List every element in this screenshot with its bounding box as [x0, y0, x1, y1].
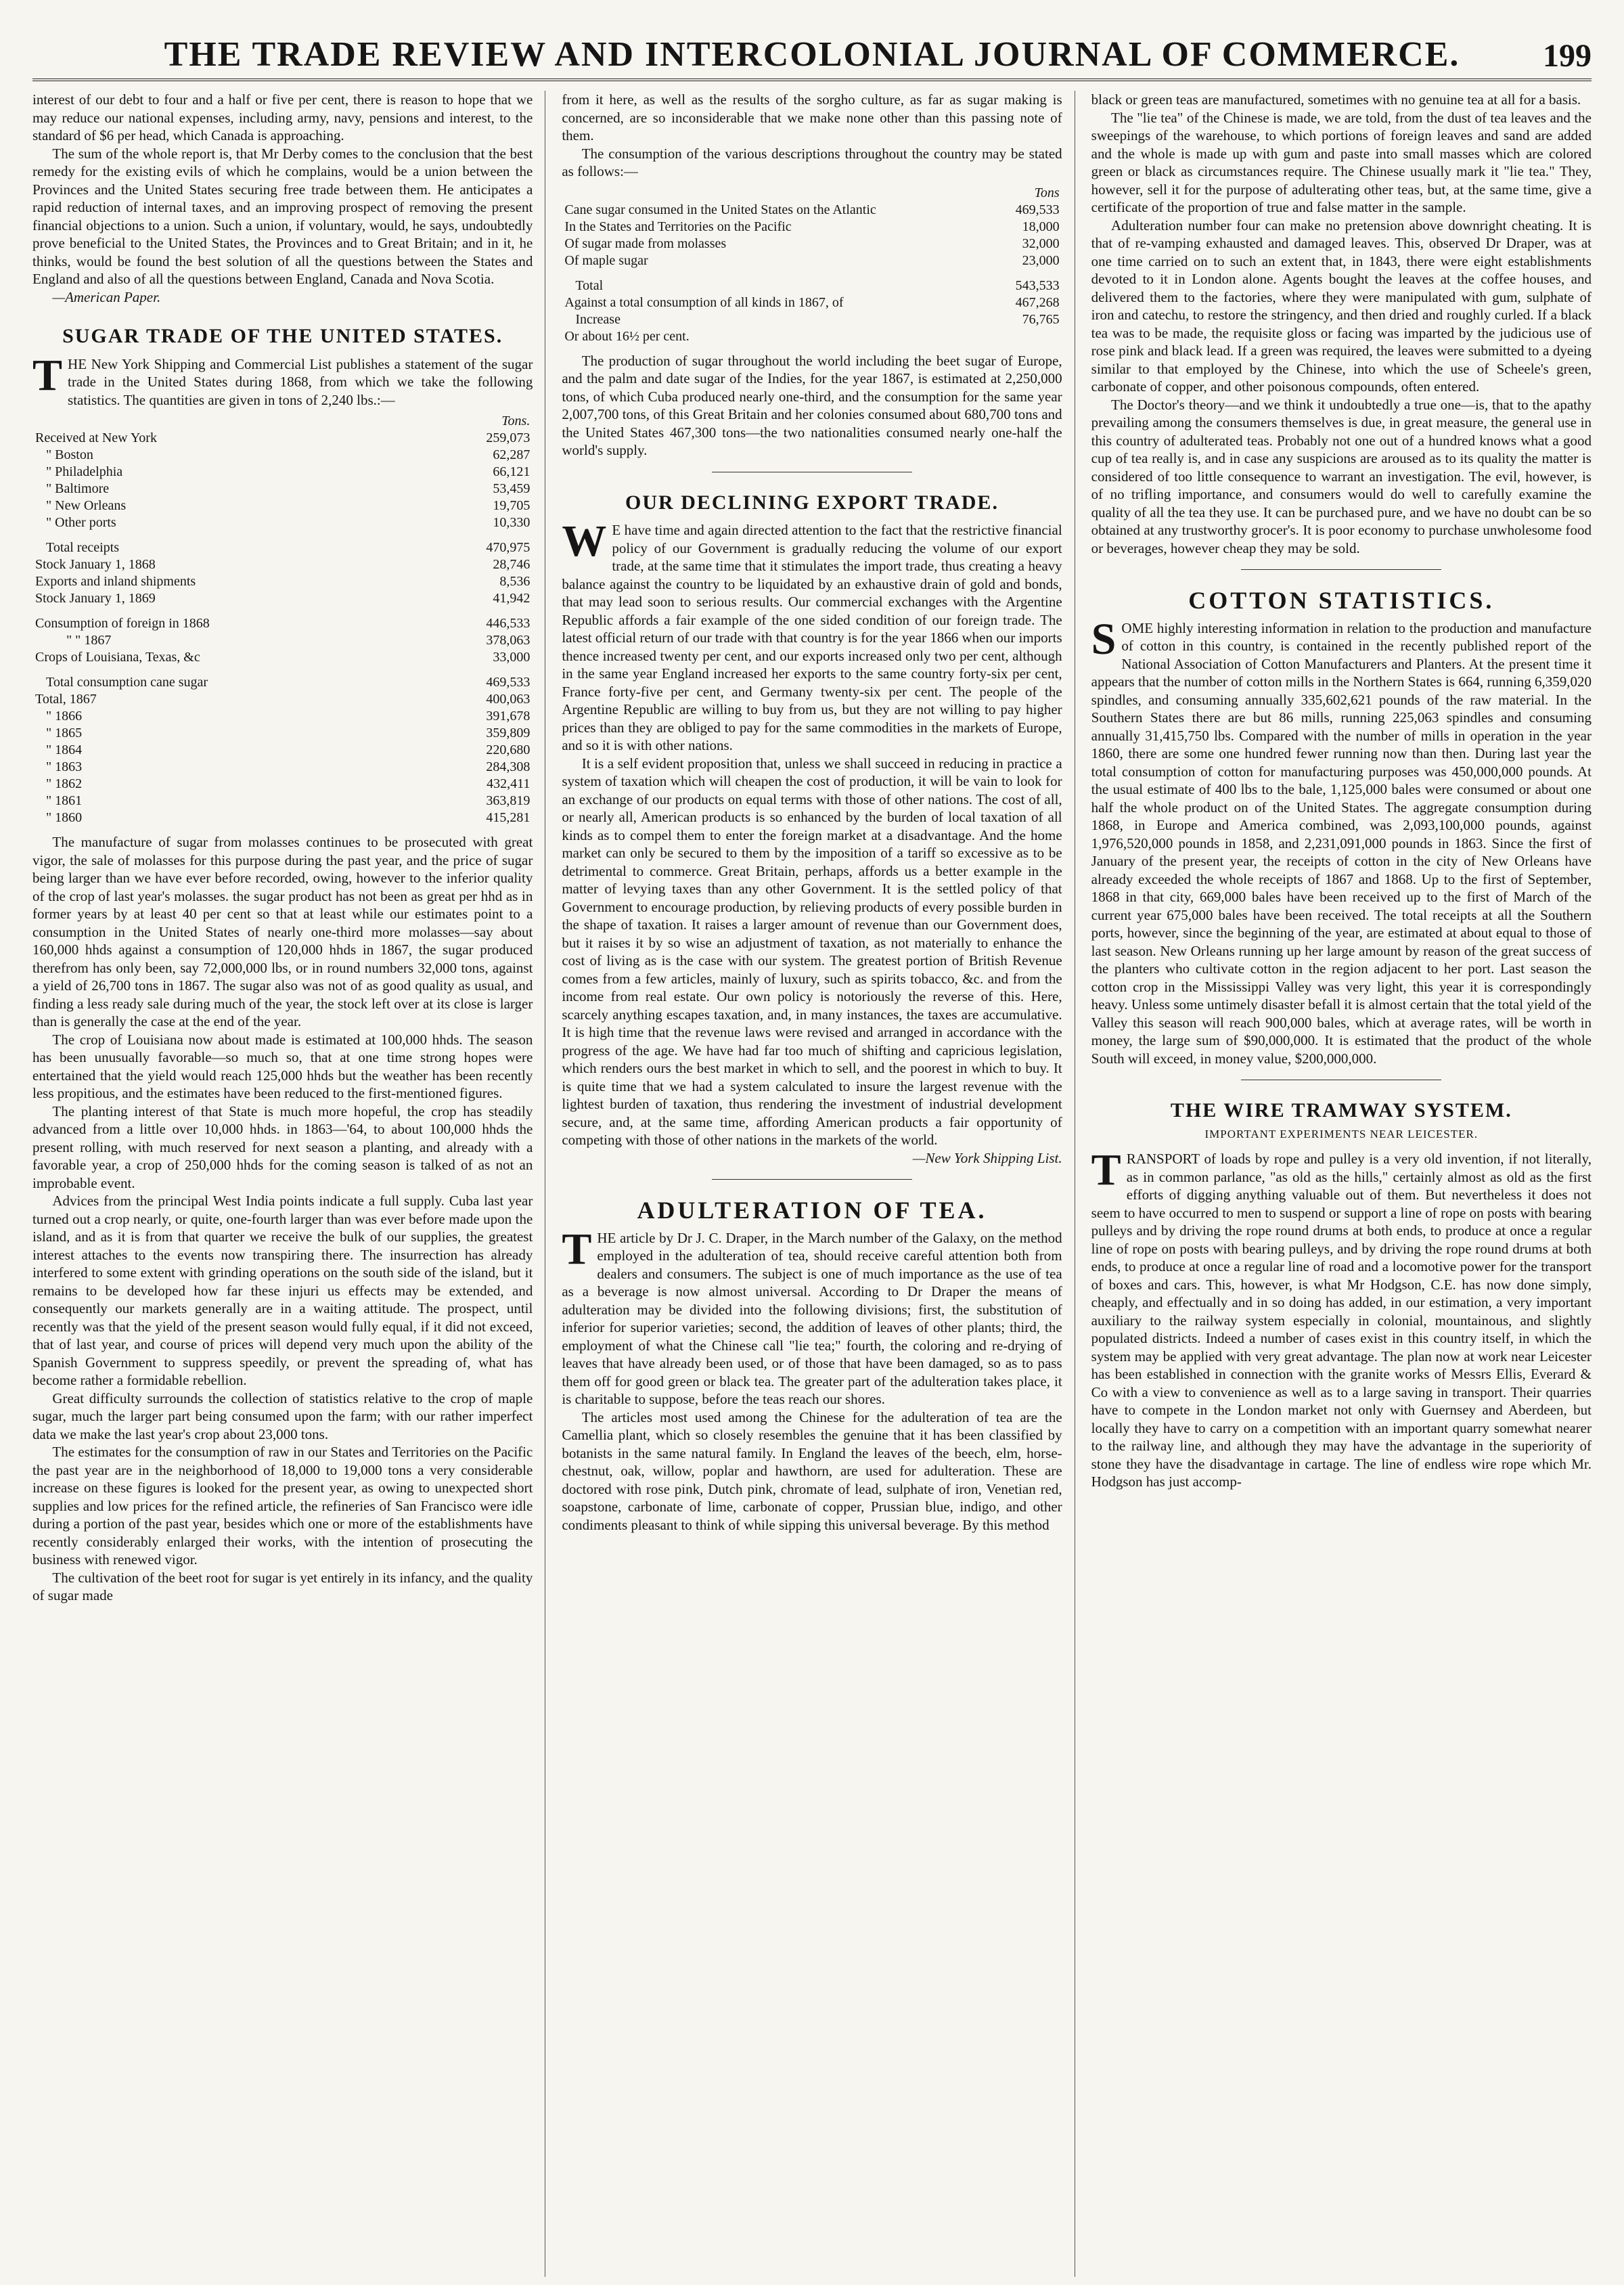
row-label: " Other ports: [46, 515, 116, 530]
drop-cap: W: [562, 516, 607, 566]
table-row: [32, 725, 533, 742]
table-row: [32, 607, 533, 632]
article-title: COTTON STATISTICS.: [1188, 587, 1495, 614]
table-row: [562, 269, 1062, 294]
units-label: Tons.: [501, 414, 531, 428]
row-value: 28,746: [493, 557, 531, 572]
row-label: Received at New York: [35, 430, 157, 445]
row-value: 259,073: [486, 430, 531, 445]
row-value: 284,308: [486, 759, 531, 774]
row-label: Consumption of foreign in 1868: [35, 616, 210, 631]
article-continued: [32, 91, 533, 306]
paragraph: The planting interest of that State is much more hopeful, the crop has steadily advanced from a little over 10,000 hhds. in 1863—'64, to about 100,000 hhds the present rolling, with much reserved for next season a planting, and already with a favorable year, a crop of 250,000 hhds for the coming season is talked of as not an improbable event.: [32, 1103, 533, 1191]
table-row: [562, 328, 1062, 345]
row-value: 66,121: [493, 464, 531, 479]
page-number: 199: [1543, 38, 1592, 74]
row-value: 220,680: [486, 742, 531, 757]
article-source: —New York Shipping List.: [912, 1149, 1062, 1166]
row-value: 8,536: [499, 574, 531, 589]
table-row: [32, 514, 533, 531]
paragraph: The articles most used among the Chinese for the adulteration of tea are the Camellia plant, which so closely resembles the genuine that it has been classified by botanists in the same natural family. In England the leaves of the beech, elm, horse-chestnut, oak, willow, poplar and hawthorn, are used for adulteration. These are doctored with rose pink, Dutch pink, chromate of lead, sulphate of iron, Venetian red, soapstone, carbonate of lime, carbonate of copper, Prussian blue, indigo, and other condiments pleasant to think of while sipping this universal beverage. By this method: [562, 1408, 1062, 1533]
sugar-consumption-table: [562, 185, 1062, 345]
row-value: 62,287: [493, 447, 531, 462]
row-value: 33,000: [493, 650, 531, 665]
row-label: " 1866: [46, 709, 83, 724]
table-row: [32, 632, 533, 649]
article-title: ADULTERATION OF TEA.: [637, 1197, 987, 1224]
row-label: " New Orleans: [46, 498, 127, 513]
row-label: Exports and inland shipments: [35, 574, 196, 589]
row-label: " 1860: [46, 810, 83, 825]
paragraph: W E have time and again directed attention to the fact that the restrictive financial policy of our Government is gradually reducing the volume of our export trade, at the same time that it stimulates the import trade, thus creating a heavy balance against the country to be liquidated by an exhaustive drain of gold and bonds, that may lead soon to serious results. Our commercial exchanges with the Argentine Republic affords a fair example of the one sided condition of our foreign trade. The latest official return of our trade with that country is for the year 1866 when our imports thence increased twenty per cent, and our exports increased only two per cent, although in the same year England increased her exports to the same country forty-six per cent, France forty-five per cent, and Germany twenty-six per cent. The people of the Argentine Republic are willing to buy from us, but they are not willing to pay higher prices than they are obliged to pay for the same commodities in the markets of Europe, and so it is with other nations.: [562, 516, 1062, 753]
table-row: [32, 809, 533, 826]
row-label: Against a total consumption of all kinds in 1867, of: [564, 294, 844, 310]
row-label: Cane sugar consumed in the United States on the Atlantic: [564, 202, 876, 217]
journal-title: THE TRADE REVIEW AND INTERCOLONIAL JOURNAL OF COMMERCE.: [164, 35, 1460, 74]
table-row: [32, 497, 533, 514]
table-row: [32, 708, 533, 725]
row-value: 18,000: [1022, 219, 1060, 234]
row-label: " 1862: [46, 776, 83, 791]
table-row: [562, 202, 1062, 219]
row-value: 32,000: [1022, 236, 1060, 251]
table-row: [562, 236, 1062, 252]
row-label: Increase: [575, 311, 621, 327]
paragraph: It is a self evident proposition that, unless we shall succeed in reducing in practice a system of taxation which will cheapen the cost of production, it will be vain to look for an exchange of our products on equal terms with those of other nations. The cost of all, or nearly all, American products is so enhanced by the burden of local taxation of all kinds as to compel them to enter the foreign market at a disadvantage. And the home market can only be secured to them by the imposition of a tariff so excessive as to be detrimental to commerce. Great Britain, perhaps, affords us a better example in the matter of levying taxes than any other Government. It is the settled policy of that Government to encourage production, by relieving products of every possible burden in the shape of taxation. It raises a larger amount of revenue than our Government does, but it raises it by so wise an adjustment of taxation, as not materially to enhance the cost of living as is the case with our system. The greatest portion of British Revenue comes from a few articles, mainly of luxury, such as spirits tobacco, &c. and from the income from real estate. Our own policy is notoriously the reverse of this. Here, scarcely anything escapes taxation, and, in many instances, the taxes are accumulative. It is high time that the revenue laws were revised and arranged in accordance with the progress of the age. We have had far too much of shifting and capricious legislation, which renders ours the best market in which to sell, and the poorest in which to buy. It is quite time that we had a system calculated to insure the largest revenue with the lightest burden of taxation, thus rendering the investment of industrial development secure, and, at the same time, affording American products a fair opportunity of competing with those of other nations in the markets of the world.: [562, 755, 1062, 1148]
row-label: Of maple sugar: [564, 252, 648, 268]
paragraph: from it here, as well as the results of the sorgho culture, as far as sugar making is concerned, are so inconsiderable that we make none other than this passing note of them.: [562, 91, 1062, 143]
row-value: 10,330: [493, 515, 531, 530]
table-row: [562, 252, 1062, 269]
row-label: Or about 16½ per cent.: [564, 328, 690, 344]
row-value: 543,533: [1015, 278, 1060, 293]
row-label: In the States and Territories on the Pacific: [564, 219, 792, 234]
table-row: [32, 590, 533, 607]
table-row: [32, 649, 533, 666]
row-value: 469,533: [486, 675, 531, 690]
table-row: [32, 759, 533, 776]
units-label: Tons: [1034, 185, 1060, 200]
row-value: 19,705: [493, 498, 531, 513]
row-value: 432,411: [487, 776, 531, 791]
table-row: [32, 464, 533, 481]
sugar-article-body: [32, 833, 533, 1605]
paragraph: black or green teas are manufactured, sometimes with no genuine tea at all for a basis.: [1091, 91, 1581, 108]
paragraph: The manufacture of sugar from molasses continues to be prosecuted with great vigor, the sale of molasses for this purpose during the past year, and the price of sugar being larger than we have ever before recorded, owing, however to the inferior quality of the crop of last year's molasses. the sugar product has not been as great per hhd as in former years by at least 40 per cent so that at least while our estimates point to a consumption in the United States of nearly one-third more molasses—say about 160,000 hhds against a consumption of 120,000 hhds in 1867, the sugar produced therefrom has only been, say 72,000,000 lbs, or in round numbers 32,000 tons, against a yield of 26,700 tons in 1867. The sugar also was not of as good quality as usual, and finding a less ready sale during much of the year, the stock left over at its close is larger than is generally the case at the end of the year.: [32, 834, 533, 1029]
row-label: " Philadelphia: [46, 464, 123, 479]
drop-cap: T: [32, 350, 63, 400]
row-value: 467,268: [1015, 294, 1060, 310]
row-value: 470,975: [486, 540, 531, 555]
row-value: 359,809: [486, 726, 531, 740]
row-value: 391,678: [486, 709, 531, 724]
row-value: 415,281: [486, 810, 531, 825]
table-row: [32, 430, 533, 447]
row-label: Total consumption cane sugar: [46, 675, 208, 690]
table-row: [32, 447, 533, 464]
paragraph: Adulteration number four can make no pretension above downright cheating. It is that of re-vamping exhausted and damaged leaves. This, observed Dr Draper, was at one time carried on to such an extent that, in 1843, there were eight establishments devoted to it in London alone. Agents bought the leaves at the coffee houses, and delivered them to the factories, where they were manipulated with gum, sulphate of iron and catechu, to restore the stringency, and then dried and roughly curled. If a black tea was to be made, the requisite gloss or facing was imparted by the judicious use of rose pink and black lead. If a green was required, the leaves were submitted to a dyeing similar to that employed by the Chinese, into which the use of Scheele's green, carbonate of copper, and other poisonous compounds, often entered.: [1091, 217, 1592, 395]
table-row: [32, 793, 533, 809]
columns: [32, 91, 1592, 2277]
row-label: Total, 1867: [35, 692, 97, 707]
row-label: " 1865: [46, 726, 83, 740]
article-title: OUR DECLINING EXPORT TRADE.: [625, 491, 999, 514]
table-row: [32, 481, 533, 497]
table-row: [562, 219, 1062, 236]
article-title: SUGAR TRADE OF THE UNITED STATES.: [62, 325, 503, 347]
paragraph: The crop of Louisiana now about made is estimated at 100,000 hhds. The season has been unusually favorable—so much so, that at one time strong hopes were entertained that the yield would reach 125,000 hhds but the weather has been recently less propitious, and the estimates have been reduced to the first-mentioned figures.: [32, 1031, 533, 1101]
article-source: —American Paper.: [52, 288, 161, 305]
paragraph: The sum of the whole report is, that Mr Derby comes to the conclusion that the best remedy for the existing evils of which he complains, would be a union between the Provinces and the United States securing free trade between them. He anticipates a rapid reduction of internal taxes, and an improving prospect of removing the present financial objections to a union. Such a union, if voluntary, would, he says, undoubtedly prove beneficial to the United States, the Provinces and to Great Britain; and in it, he thinks, would be found the best solution of all the questions between the States and England and also of all the questions between England, Canada and Nova Scotia.: [32, 145, 533, 287]
paragraph: The production of sugar throughout the world including the beet sugar of Europe, and the palm and date sugar of the Indies, for the year 1867, is estimated at 2,250,000 tons, of which Cuba produced nearly one-third, and the consumption for the same year 2,007,700 tons, of this Great Britain and her colonies consumed about 680,700 tons and the United States 467,300 tons—the two nationalities consumed nearly one-half the world's supply.: [562, 352, 1062, 458]
table-row: [32, 573, 533, 590]
table-row: [32, 531, 533, 556]
paragraph: The cultivation of the beet root for sugar is yet entirely in its infancy, and the quality of sugar made: [32, 1569, 533, 1603]
article-intro: THE New York Shipping and Commercial List publishes a statement of the sugar trade in the United States during 1868, from which we take the following statistics. The quantities are given in tons of 2,240 lbs.:—: [32, 350, 533, 408]
paragraph: The estimates for the consumption of raw in our States and Territories on the Pacific the past year are in the neighborhood of 18,000 to 19,000 tons a very considerable increase on these figures is looked for the present year, as owing to unexpected short supplies and low prices for the refined article, the refineries of San Francisco were idle during a portion of the past year, besides which one or more of the establishments have recently considerably enlarged their works, with the intention of prosecuting the business with renewed vigor.: [32, 1444, 533, 1568]
paragraph: TRANSPORT of loads by rope and pulley is a very old invention, if not literally, as in common parlance, "as old as the hills," certainly almost as old as the first efforts of digging anything valuable out of them. But nevertheless it does not seem to have occurred to men to suspend or support a line of rope on posts with bearing pulleys and by driving the rope round drums at both ends, to produce at once a regular line of rope on posts with bearing pulleys, and by driving the rope round drums at both ends, to produce at once a regular line of road and a locomotive power for the transport of boxes and cars. This, however, is what Mr Hodgson, C.E. has now done simply, cheaply, and effectually and in so doing has added, in our estimation, a very important auxiliary to the railway system especially in colonial, mountainous, and slightly populated districts. Indeed a number of cases exist in this country itself, in which the system may be applied with very great advantage. The plan now at work near Leicester has been established in connection with the granite works of Messrs Ellis, Everard & Co with a view to convenience as well as to a large saving in transport. Their quarries have to compete in the London market not only with Guernsey and Aberdeen, but locally they have to carry on a competition with an important quarry somewhat nearer to the railway line, and although they may have the advantage in the superiority of stone they have the disadvantage in cartage. The line of endless wire rope which Mr. Hodgson has just accomp-: [1091, 1145, 1592, 1490]
table-row: [32, 776, 533, 793]
sugar-receipts-table: [32, 413, 533, 826]
row-label: " 1863: [46, 759, 83, 774]
table-row: [32, 556, 533, 573]
section-rule: [712, 1179, 912, 1180]
article-title: THE WIRE TRAMWAY SYSTEM.: [1170, 1099, 1512, 1122]
paragraph: SOME highly interesting information in relation to the production and manufacture of cotton in this country, is contained in the recently published report of the National Association of Cotton Manufacturers and Planters. At the present time it appears that the number of cotton mills in the Northern States is 664, running 6,359,020 spindles, and consuming annually 335,602,621 pounds of the raw material. In the Southern States there are but 86 mills, running 225,063 spindles and consuming annually 31,415,750 lbs. Compared with the number of mills in operation in the year 1860, there are some one hundred fewer running now than then. During last year the total consumption of cotton for manufacturing purposes was 450,000,000 pounds. At the usual estimate of 400 lbs to the bale, 1,125,000 bales were consumed or about one half the whole product on of the United States. The aggregate consumption during 1868, in Europe and America combined, was 2,093,100,000 pounds, against 1,976,520,000 pounds in 1858, and 2,231,091,000 pounds in 1863. Since the first of January of the present year, the receipts of cotton in the city of New Orleans have already exceeded the whole receipts of 1867 and 1868. Up to the first of September, 1868 in that city, 669,000 bales have been received up to the first of March of the current year 675,000 bales have been received. The total receipts at all the Southern ports, however, since the beginning of the year, are estimated at about equal to those of last season. New Orleans running up her large amount by reason of the great success of the planters who cultivate cotton in the region adjacent to her port. Last season the cotton crop in the Mississippi Valley was very light, this year it is correspondingly heavy. Unless some untimely disaster befall it is almost certain that the total yield of the Valley this season will reach 900,000 bales, which at average rates, will be worth in money, the large sum of $90,000,000. It is estimated that the product of the whole South will exceed, in money value, $200,000,000.: [1091, 614, 1592, 1067]
row-label: " " 1867: [66, 633, 112, 648]
row-value: 53,459: [493, 481, 531, 496]
table-row: [32, 742, 533, 759]
row-label: Total receipts: [46, 540, 119, 555]
column-3: [1091, 91, 1592, 2277]
row-value: 378,063: [486, 633, 531, 648]
running-head: [32, 27, 1592, 81]
drop-cap: T: [562, 1224, 592, 1274]
paragraph: The "lie tea" of the Chinese is made, we are told, from the dust of tea leaves and the sweepings of the warehouse, to which portions of foreign leaves and sand are added and the whole is made up with gum and paste into small masses which are colored green or black as circumstances require. The Chinese usually mark it "lie tea." They, however, sell it for the purpose of adulterating other teas, but, at the same time, give a certificate of the proportion of true and false matter in the sample.: [1091, 109, 1592, 215]
row-label: " 1864: [46, 742, 83, 757]
row-label: " 1861: [46, 793, 83, 808]
drop-cap: S: [1091, 614, 1116, 664]
paragraph: The consumption of the various descriptions throughout the country may be stated as follows:—: [562, 145, 1062, 179]
row-label: " Baltimore: [46, 481, 110, 496]
paragraph: interest of our debt to four and a half or five per cent, there is reason to hope that we may reduce our national expenses, including army, navy, pensions and interest, to the standard of $6 per head, which Canada is approaching.: [32, 91, 533, 143]
table-row: [32, 666, 533, 691]
row-label: " Boston: [46, 447, 93, 462]
column-2: [562, 91, 1075, 2277]
paragraph: THE article by Dr J. C. Draper, in the March number of the Galaxy, on the method employed in the adulteration of tea, should receive careful attention both from dealers and consumers. The subject is one of much importance as the use of tea as a beverage is now almost universal. According to Dr Draper the means of adulteration may be divided into the following divisions; first, the substitution of inferior for superior varieties; second, the addition of leaves of other plants; third, the employment of what the Chinese call "lie tea;" fourth, the coloring and re-drying of leaves that have already been used, or of those that have been damaged, so as to pass them off for good green or black tea. The greater part of the adulteration takes place, it is charitable to suppose, before the teas reach our shores.: [562, 1224, 1062, 1407]
row-label: Crops of Louisiana, Texas, &c: [35, 650, 200, 665]
row-value: 446,533: [486, 616, 531, 631]
row-value: 400,063: [486, 692, 531, 707]
row-value: 469,533: [1015, 202, 1060, 217]
paragraph: The Doctor's theory—and we think it undoubtedly a true one—is, that to the apathy prevailing among the consumers themselves is due, in great measure, the general use in this country of adulterated teas. Probably not one out of a hundred knows what a good cup of tea really is, and in case any suspicions are aroused as to its quality the matter is considered of too little consequence to warrant an investigation. The evil, however, is of no trifling importance, and consumers would do well to carefully examine the quality of all the tea they use. It can be purchased pure, and we have no doubt can be so obtained at any trustworthy grocer's. It is poor economy to purchase unwholesome food or beverages, however cheap they may be sold.: [1091, 396, 1592, 556]
row-label: Stock January 1, 1869: [35, 591, 156, 606]
paragraph: Advices from the principal West India points indicate a full supply. Cuba last year turned out a crop nearly, or quite, one-fourth larger than was ever before made upon the island, and as it is from that quarter we receive the bulk of our supplies, the greatest interest attaches to the events now transpiring there. The insurrection has already interfered to some extent with grinding operations on the south side of the island, but it remains to be developed how far these injuri us effects may be extended, and consequently our markets generally are in a waiting attitude. The prospect, until recently was that the yield of the present season would fully equal, if it did not exceed, that of last year, and course of prices will depend very much upon the ability of the Spanish Government to suppress speedily, or prevent the spreading of, what has become rather a formidable rebellion.: [32, 1193, 533, 1388]
article-subtitle: IMPORTANT EXPERIMENTS NEAR LEICESTER.: [1204, 1127, 1479, 1140]
row-value: 23,000: [1022, 252, 1060, 268]
table-row: [562, 311, 1062, 328]
row-label: Total: [575, 278, 604, 293]
table-row: [32, 691, 533, 708]
table-row: [562, 294, 1062, 311]
row-label: Of sugar made from molasses: [564, 236, 727, 251]
row-value: 76,765: [1022, 311, 1060, 327]
drop-cap: T: [1091, 1145, 1121, 1195]
row-label: Stock January 1, 1868: [35, 557, 156, 572]
column-1: [32, 91, 545, 2277]
paragraph: Great difficulty surrounds the collection of statistics relative to the crop of maple sugar, much the larger part being consumed upon the farm; with our rather imperfect data we make the last year's crop about 23,000 tons.: [32, 1390, 533, 1442]
row-value: 41,942: [493, 591, 531, 606]
row-value: 363,819: [486, 793, 531, 808]
row-value: [983, 328, 1062, 345]
section-rule: [1241, 569, 1441, 570]
